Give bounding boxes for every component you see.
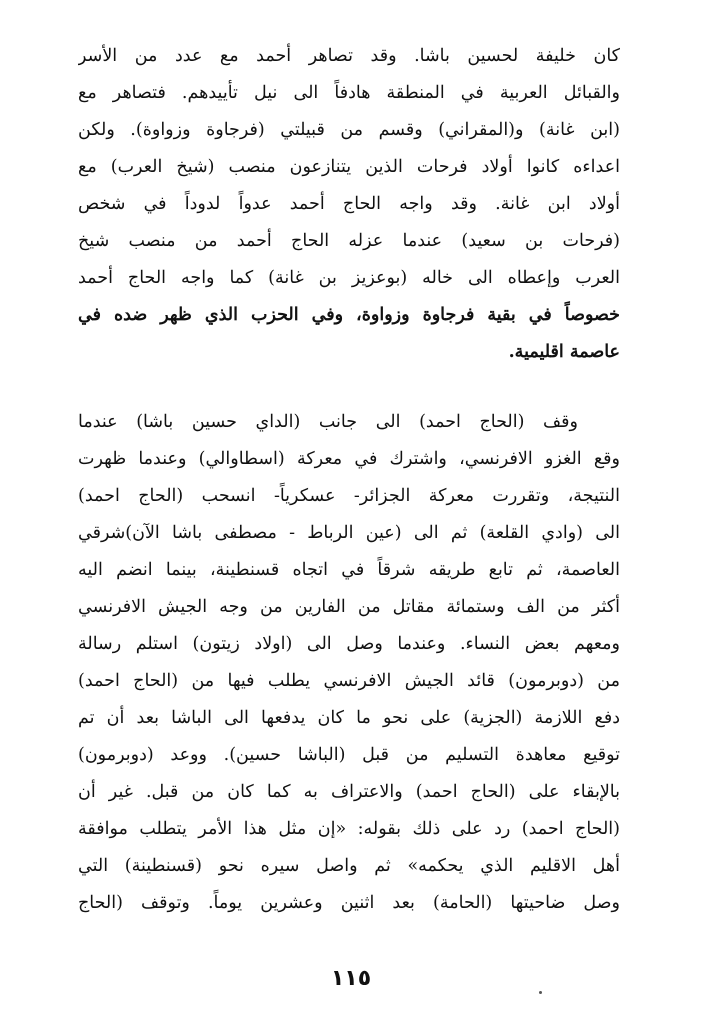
text-line: وقف (الحاج احمد) الى جانب (الداي حسين باشا) عندما [78, 412, 578, 432]
text-line: (ابن غانة) و(المقراني) وقسم من قبيلتي (فرجاوة وزواوة). ولكن [78, 120, 620, 140]
text-line: العرب وإعطاه الى خاله (بوعزيز بن غانة) كما واجه الحاج أحمد [78, 268, 620, 288]
text-line: اعداءه كانوا أولاد فرحات الذين يتنازعون منصب (شيخ العرب) مع [78, 157, 620, 177]
text-line: أكثر من الف وستمائة مقاتل من الفارين من وجه الجيش الافرنسي [78, 597, 620, 617]
text-line: العاصمة، ثم تابع طريقه شرقاً في اتجاه قسنطينة، بينما انضم اليه [78, 560, 620, 580]
page-number: ١١٥ [330, 966, 372, 991]
text-line: والقبائل العربية في المنطقة هادفاً الى نيل تأييدهم. فتصاهر مع [78, 83, 620, 103]
text-line: (الحاج احمد) رد على ذلك بقوله: «إن مثل هذا الأمر يتطلب موافقة [78, 819, 620, 839]
text-line: خصوصاً في بقية فرجاوة وزواوة، وفي الحزب الذي ظهر ضده في [78, 305, 620, 325]
text-line: وصل ضاحيتها (الحامة) بعد اثنين وعشرين يوماً. وتوقف (الحاج [78, 893, 620, 913]
text-line: كان خليفة لحسين باشا. وقد تصاهر أحمد مع عدد من الأسر [78, 46, 620, 66]
text-line: وقع الغزو الافرنسي، واشترك في معركة (اسطاوالي) وعندما ظهرت [78, 449, 620, 469]
text-line: أولاد ابن غانة. وقد واجه الحاج أحمد عدواً لدوداً في شخص [78, 194, 620, 214]
paragraph-2 [78, 404, 620, 922]
ink-speck [539, 991, 542, 994]
text-line: أهل الاقليم الذي يحكمه» ثم واصل سيره نحو (قسنطينة) التي [78, 856, 620, 876]
text-line: بالإبقاء على (الحاج احمد) والاعتراف به كما كان من قبل. غير أن [78, 782, 620, 802]
text-line: عاصمة اقليمية. [508, 342, 620, 362]
paragraph-1 [78, 38, 620, 371]
text-line: دفع اللازمة (الجزية) على نحو ما كان يدفعها الى الباشا بعد أن تم [78, 708, 620, 728]
text-line: الى (وادي القلعة) ثم الى (عين الرباط - مصطفى باشا الآن)شرقي [78, 523, 620, 543]
text-line: توقيع معاهدة التسليم من قبل (الباشا حسين). ووعد (دوبرمون) [78, 745, 620, 765]
text-line: ومعهم بعض النساء. وعندما وصل الى (اولاد زيتون) استلم رسالة [78, 634, 620, 654]
text-line: من (دوبرمون) قائد الجيش الافرنسي يطلب فيها من (الحاج احمد) [78, 671, 620, 691]
text-line: (فرحات بن سعيد) عندما عزله الحاج أحمد من منصب شيخ [78, 231, 620, 251]
text-line: النتيجة، وتقررت معركة الجزائر- عسكرياً- انسحب (الحاج احمد) [78, 486, 620, 506]
